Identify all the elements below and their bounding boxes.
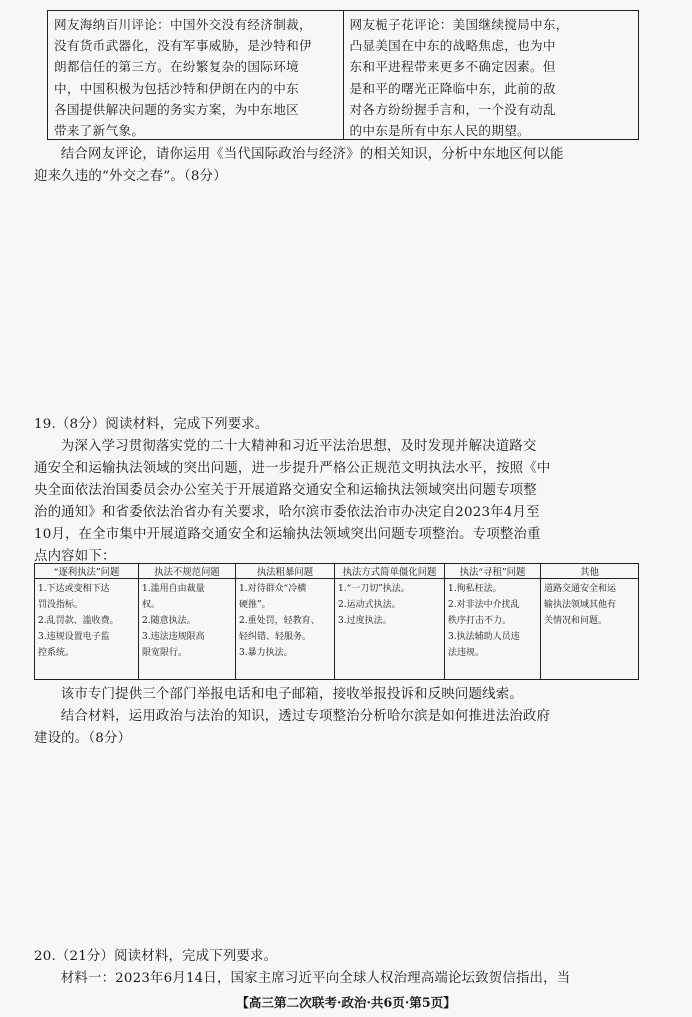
q18-prompt [34,144,644,188]
cell-line: 3.违法违规限高 [142,632,205,642]
prompt-line: 结合网友评论，请你运用《当代国际政治与经济》的相关知识，分析中东地区何以能 [60,147,564,162]
cell-line: 1.“一刀切”执法。 [338,584,410,594]
cell-line: 1.下达或变相下达 [38,584,110,594]
cell-line: 道路交通安全和运 [544,584,617,594]
comment-line: 中，中国积极为包括沙特和伊朗在内的中东 [54,80,299,96]
table-row [35,579,639,680]
q19-heading: 19.（8分）阅读材料，完成下列要求。 [34,417,269,432]
cell-line: 1.徇私枉法。 [448,584,502,594]
q19-after-table [34,684,644,706]
table-cell [541,579,639,680]
table-header: 执法“寻租”问题 [445,564,541,579]
cell-line: 输执法领域其他有 [544,600,617,610]
prompt-line: 结合材料，运用政治与法治的知识，透过专项整治分析哈尔滨是如何推进法治政府 [60,709,551,724]
table-cell [139,579,236,680]
cell-line: 3.暴力执法。 [239,648,293,658]
table-header: 其他 [541,564,639,579]
table-header: 执法方式简单僵化问题 [335,564,445,579]
table-header: “逐利执法”问题 [35,564,139,579]
material-line: 通安全和运输执法领域的突出问题，进一步提升严格公正规范文明执法水平，按照《中 [34,461,551,476]
comment-line: 凸显美国在中东的战略焦虑，也为中 [349,38,556,54]
table-header: 执法不规范问题 [139,564,236,579]
cell-line: 限宽限行。 [142,648,188,658]
table-header: 执法粗暴问题 [236,564,335,579]
cell-line: 秩序打击不力。 [448,616,512,626]
comment-left [48,11,343,139]
material-line: 治的通知》和省委依法治省办有关要求，哈尔滨市委依法治市办决定自2023年4月至 [34,505,540,520]
cell-line: 控系统。 [38,648,75,658]
comment-line: 东和平进程带来更多不确定因素。但 [349,59,556,75]
cell-line: 1.滥用自由裁量 [142,584,205,594]
comment-line: 网友栀子花评论：美国继续搅局中东， [349,17,569,32]
comment-line: 对各方纷纷握手言和，一个没有动乱 [349,101,556,117]
cell-line: 硬推”。 [239,600,271,610]
cell-line: 3.过度执法。 [338,616,392,626]
prompt-line: 迎来久违的“外交之春”。（8分） [34,169,227,184]
cell-line: 轻纠错、轻服务。 [239,632,312,642]
prompt-line: 建设的。（8分） [34,731,132,746]
cell-line: 法违规。 [448,648,485,658]
comment-line: 网友海纳百川评论：中国外交没有经济制裁， [54,17,312,32]
comment-line: 没有货币武器化，没有军事威胁，是沙特和伊 [54,38,312,54]
rectification-table [34,563,639,680]
cell-line: 权。 [142,600,161,610]
cell-line: 2.乱罚款、滥收费。 [38,616,119,626]
cell-line: 3.执法辅助人员违 [448,632,520,642]
comment-line: 各国提供解决问题的务实方案，为中东地区 [54,101,299,117]
cell-line: 罚没指标。 [38,600,84,610]
cell-line: 1.对待群众“冷横 [239,584,307,594]
q19-material [34,436,644,568]
cell-line: 2.重处罚，轻教育、 [239,616,320,626]
table-cell [335,579,445,680]
comment-line: 带来了新气象。 [54,123,145,139]
material-line: 点内容如下： [34,549,116,564]
cell-line: 2.运动式执法。 [338,600,401,610]
cell-line: 关情况和问题。 [544,616,608,626]
cell-line: 2.随意执法。 [142,616,196,626]
q20-heading: 20.（21分）阅读材料，完成下列要求。 [34,949,278,964]
table-cell [236,579,335,680]
page-footer: 【高三第二次联考·政治·共6页·第5页】 [236,995,456,1010]
material-line: 材料一：2023年6月14日，国家主席习近平向全球人权治理高端论坛致贺信指出，当 [60,971,571,986]
table-header-row [35,564,639,579]
comment-line: 的中东是所有中东人民的期望。 [349,123,531,139]
comment-line: 是和平的曙光正降临中东，此前的敌 [349,80,556,96]
material-line: 央全面依法治国委员会办公室关于开展道路交通安全和运输执法领域突出问题专项整 [34,483,537,498]
material-line: 为深入学习贯彻落实党的二十大精神和习近平法治思想，及时发现并解决道路交 [60,439,537,454]
material-line: 10月，在全市集中开展道路交通安全和运输执法领域突出问题专项整治。专项整治重 [34,527,541,542]
q19-prompt [34,706,644,750]
cell-line: 3.违规设置电子监 [38,632,110,642]
table-cell [35,579,139,680]
table-cell [445,579,541,680]
netizen-comments-box [47,10,639,140]
cell-line: 2.对非法中介扰乱 [448,600,520,610]
q20-material [34,968,654,990]
after-table-line: 该市专门提供三个部门举报电话和电子邮箱，接收举报投诉和反映问题线索。 [60,687,523,702]
comment-line: 朗都信任的第三方。在纷繁复杂的国际环境 [54,59,299,75]
comment-right [343,11,639,139]
